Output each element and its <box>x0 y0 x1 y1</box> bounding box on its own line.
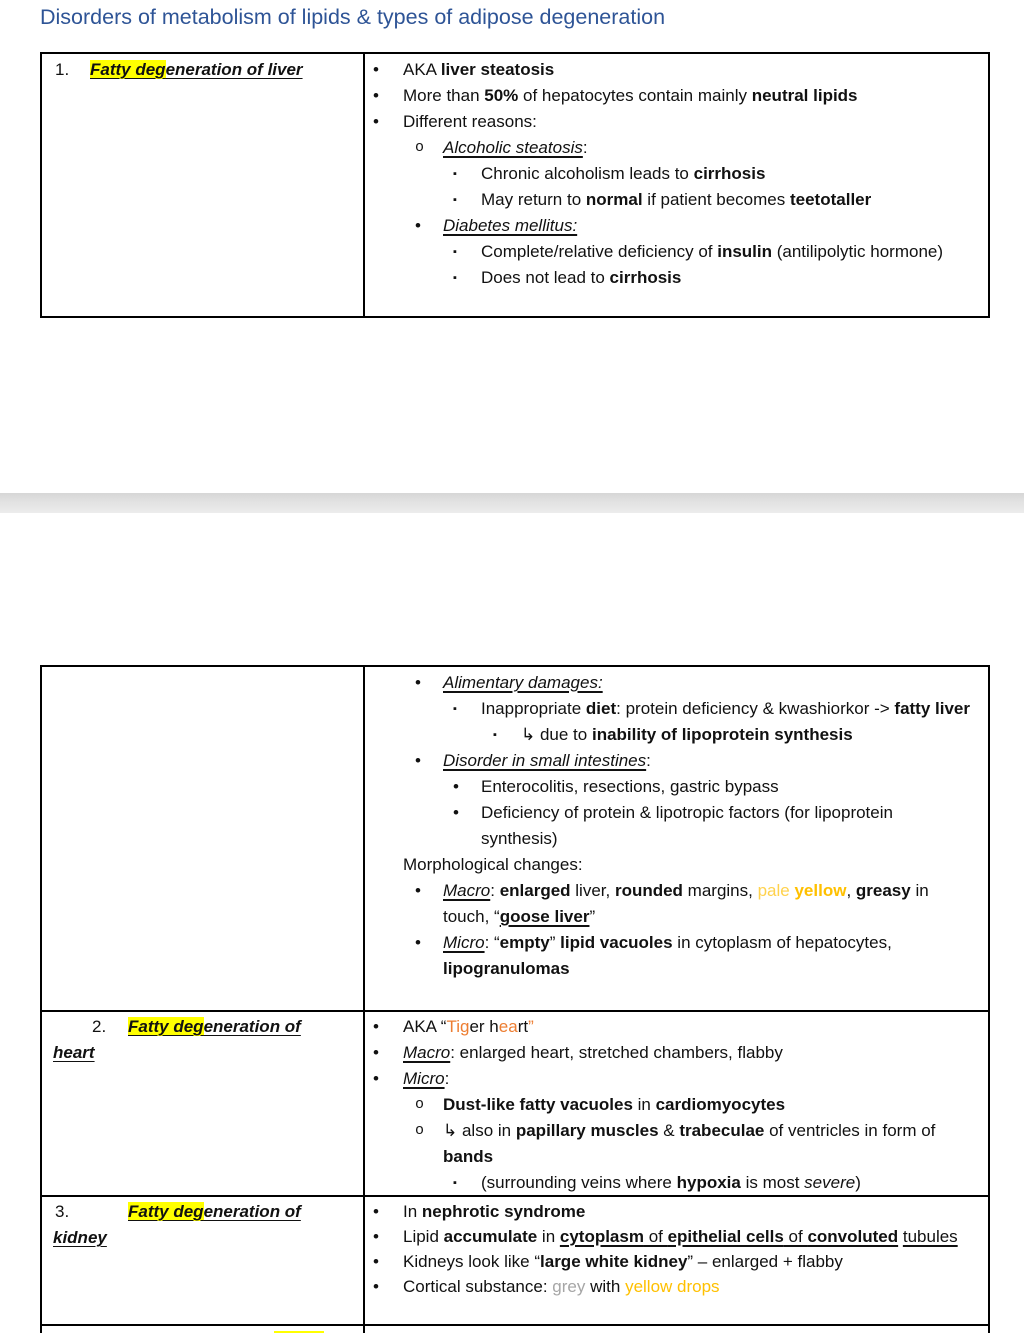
text-segment: eneration of <box>203 1202 301 1221</box>
text-segment: Tig <box>446 1017 470 1036</box>
bullet-marker: ▪ <box>453 703 457 715</box>
table-row-heart <box>42 1010 988 1195</box>
list-item <box>365 930 974 982</box>
row-heading-cell <box>42 1012 365 1195</box>
text-segment: epithelial cells <box>667 1227 784 1246</box>
row-number: 3. <box>55 1202 70 1221</box>
list-item <box>365 722 974 748</box>
text-segment: 50% <box>484 86 519 105</box>
text-segment: eneration of <box>203 1017 301 1036</box>
text-segment: ) <box>855 1173 861 1192</box>
text-segment: cirrhosis <box>693 164 766 183</box>
text-segment: trabeculae <box>679 1121 765 1140</box>
text-segment: , <box>846 881 856 900</box>
list-item <box>365 57 974 83</box>
text-segment: May return to <box>481 190 586 209</box>
text-segment: of ventricles in form of <box>764 1121 941 1140</box>
list-item <box>365 1274 974 1299</box>
text-segment: : enlarged heart, stretched chambers, flabby <box>450 1043 783 1062</box>
text-segment: normal <box>585 190 643 209</box>
text-segment: : protein deficiency & kwashiorkor -> <box>616 699 895 718</box>
bullet-marker: o <box>415 139 425 156</box>
text-segment: & <box>658 1121 680 1140</box>
heading-line <box>42 1225 357 1251</box>
row-content-cell <box>365 667 988 1010</box>
heading-line <box>42 1199 357 1225</box>
row-number: 2. <box>92 1017 107 1036</box>
text-segment: (surrounding veins where <box>481 1173 677 1192</box>
bullet-marker: • <box>415 216 421 235</box>
bullet-marker: • <box>415 933 421 952</box>
text-segment: accumulate <box>443 1227 538 1246</box>
text-segment: of <box>783 1227 808 1246</box>
list-item <box>365 1199 974 1224</box>
text-segment: enlarged <box>499 881 571 900</box>
list-item <box>365 239 974 265</box>
bullet-marker: • <box>373 1017 379 1036</box>
list-item <box>365 800 974 852</box>
text-segment: if patient becomes <box>642 190 790 209</box>
text-segment: convoluted <box>807 1227 899 1246</box>
row-heading-cell <box>42 667 365 1010</box>
text-segment: rounded <box>614 881 683 900</box>
row-number: 1. <box>55 60 70 79</box>
bullet-marker: ▪ <box>453 272 457 284</box>
text-segment: nephrotic syndrome <box>421 1202 586 1221</box>
bullet-marker: • <box>373 1069 379 1088</box>
text-segment: ” <box>528 1017 534 1036</box>
bullet-marker: ▪ <box>453 168 457 180</box>
table-row-liver-continued <box>42 667 988 1010</box>
list-item <box>365 161 974 187</box>
bullet-marker: • <box>373 1202 379 1221</box>
text-segment: Fatty deg <box>128 1202 204 1221</box>
text-segment: Deficiency of protein & lipotropic factors (for lipoprotein synthesis) <box>481 803 898 848</box>
heading-line <box>42 1014 357 1040</box>
list-item <box>365 83 974 109</box>
text-segment: margins, <box>682 881 758 900</box>
table-row-liver <box>42 54 988 316</box>
text-segment: ” <box>549 933 561 952</box>
list-item <box>365 1014 974 1040</box>
list-item <box>365 878 974 930</box>
text-segment: yellow <box>794 881 847 900</box>
list-item <box>365 135 974 161</box>
list-item <box>365 1249 974 1274</box>
bullet-marker: • <box>373 1252 379 1271</box>
row-content-cell <box>365 54 988 316</box>
list-item <box>365 852 974 878</box>
text-segment: liver, <box>570 881 615 900</box>
text-segment: Morphological changes: <box>403 855 583 874</box>
text-segment: : <box>490 881 500 900</box>
list-item <box>365 696 974 722</box>
text-segment: ↳ also in <box>443 1121 516 1140</box>
text-segment: Dust-like fatty vacuoles <box>443 1095 633 1114</box>
row-content-cell <box>365 1012 988 1195</box>
list-item <box>365 1040 974 1066</box>
text-segment: rt <box>517 1017 529 1036</box>
text-segment: inability of lipoprotein synthesis <box>591 725 853 744</box>
text-segment: diet <box>585 699 617 718</box>
bullet-marker: • <box>373 60 379 79</box>
text-segment: More than <box>403 86 485 105</box>
text-segment: cirrhosis <box>609 268 682 287</box>
text-segment: lipogranulomas <box>443 959 570 978</box>
list-item <box>365 213 974 239</box>
text-segment: Complete/relative deficiency of <box>481 242 718 261</box>
text-segment: Does not lead to <box>481 268 610 287</box>
bullet-marker: ▪ <box>493 729 497 741</box>
text-segment: goose liver <box>499 907 590 926</box>
text-segment: (antilipolytic hormone) <box>772 242 944 261</box>
text-segment: In <box>403 1202 422 1221</box>
text-segment: Inappropriate <box>481 699 586 718</box>
text-segment: Lipid <box>403 1227 444 1246</box>
list-item <box>365 1118 974 1170</box>
text-segment: Cortical substance: <box>403 1277 553 1296</box>
list-item <box>365 265 974 291</box>
text-segment: pale <box>757 881 795 900</box>
bullet-marker: ▪ <box>453 1177 457 1189</box>
text-segment: Fatty deg <box>128 1017 204 1036</box>
row-heading <box>42 1014 357 1066</box>
text-segment: Fatty deg <box>90 60 166 79</box>
row-heading-cell <box>42 1326 365 1333</box>
row-heading <box>42 57 357 83</box>
text-segment: Chronic alcoholism leads to <box>481 164 694 183</box>
text-segment: liver steatosis <box>440 60 555 79</box>
text-segment: with <box>585 1277 626 1296</box>
bullet-marker: ▪ <box>453 246 457 258</box>
bullet-marker: • <box>373 86 379 105</box>
text-segment: insulin <box>717 242 773 261</box>
text-segment: of hepatocytes contain mainly <box>518 86 752 105</box>
row-content-cell <box>365 1326 988 1333</box>
table-row-kidney <box>42 1195 988 1324</box>
bullet-marker: • <box>373 112 379 131</box>
text-segment: Macro <box>403 1043 451 1062</box>
table-section-1 <box>40 52 990 318</box>
heading-line <box>42 1040 357 1066</box>
text-segment: Kidneys look like “ <box>403 1252 541 1271</box>
text-segment: Alimentary damages: <box>443 673 603 692</box>
row-heading <box>42 1199 357 1251</box>
text-segment: yellow drops <box>625 1277 720 1296</box>
bullet-marker: ▪ <box>453 194 457 206</box>
list-item <box>365 774 974 800</box>
bullet-marker: • <box>415 881 421 900</box>
list-item <box>365 1170 974 1195</box>
text-segment: large white kidney <box>540 1252 688 1271</box>
table-row-cut-off <box>42 1324 988 1333</box>
page-title: Disorders of metabolism of lipids & types of adipose degeneration <box>40 5 666 29</box>
text-segment: : <box>582 138 588 157</box>
text-segment: Disorder in small intestines <box>443 751 647 770</box>
bullet-marker: o <box>415 1096 425 1113</box>
text-segment: Alcoholic steatosis <box>443 138 583 157</box>
text-segment: neutral lipids <box>751 86 858 105</box>
text-segment: severe <box>804 1173 856 1192</box>
text-segment: ” <box>589 907 596 926</box>
text-segment: in cytoplasm of hepatocytes, <box>672 933 897 952</box>
text-segment: hypoxia <box>676 1173 741 1192</box>
list-item <box>365 187 974 213</box>
text-segment: greasy <box>855 881 911 900</box>
text-segment: Micro <box>443 933 485 952</box>
list-item <box>365 748 974 774</box>
text-segment: bands <box>443 1147 494 1166</box>
row-heading-cell <box>42 54 365 316</box>
text-segment: AKA <box>403 60 441 79</box>
text-segment: eneration of liver <box>165 60 303 79</box>
list-item <box>365 1066 974 1092</box>
text-segment: is most <box>740 1173 805 1192</box>
bullet-marker: • <box>373 1227 379 1246</box>
page-break-band <box>0 493 1024 513</box>
list-item <box>365 670 974 696</box>
text-segment: : <box>444 1069 450 1088</box>
bullet-marker: o <box>415 1122 425 1139</box>
text-segment: ↳ due to <box>521 725 592 744</box>
text-segment: fatty liver <box>894 699 970 718</box>
text-segment: grey <box>552 1277 586 1296</box>
text-segment: : <box>646 751 651 770</box>
bullet-marker: • <box>373 1277 379 1296</box>
text-segment: Enterocolitis, resections, gastric bypass <box>481 777 779 796</box>
text-segment: ” – enlarged + flabby <box>687 1252 843 1271</box>
row-heading-cell <box>42 1197 365 1324</box>
list-item <box>365 109 974 135</box>
cut-off-heading <box>42 1329 357 1333</box>
text-segment: er h <box>469 1017 499 1036</box>
row-content-cell <box>365 1197 988 1324</box>
text-segment: Diabetes mellitus: <box>443 216 578 235</box>
list-item <box>365 1092 974 1118</box>
text-segment: ea <box>498 1017 518 1036</box>
text-segment: papillary muscles <box>515 1121 659 1140</box>
bullet-marker: • <box>415 673 421 692</box>
text-segment: of <box>643 1227 668 1246</box>
heading-line <box>42 57 357 83</box>
text-segment: Micro <box>403 1069 445 1088</box>
text-segment: tubules <box>902 1227 958 1246</box>
text-segment: Macro <box>443 881 491 900</box>
text-segment: AKA “ <box>403 1017 447 1036</box>
table-section-2 <box>40 665 990 1333</box>
text-segment: empty <box>499 933 550 952</box>
bullet-marker: • <box>453 803 459 822</box>
text-segment: cytoplasm <box>559 1227 644 1246</box>
text-segment: kidney <box>53 1228 107 1247</box>
text-segment: heart <box>53 1043 95 1062</box>
text-segment: : “ <box>484 933 500 952</box>
bullet-marker: • <box>415 751 421 770</box>
text-segment: in touch, “ <box>443 881 934 926</box>
text-segment: cardiomyocytes <box>655 1095 786 1114</box>
text-segment: in <box>632 1095 656 1114</box>
text-segment: Different reasons: <box>403 112 537 131</box>
bullet-marker: • <box>373 1043 379 1062</box>
text-segment: lipid vacuoles <box>560 933 673 952</box>
text-segment: in <box>537 1227 560 1246</box>
list-item <box>365 1224 974 1249</box>
text-segment: teetotaller <box>789 190 872 209</box>
bullet-marker: • <box>453 777 459 796</box>
